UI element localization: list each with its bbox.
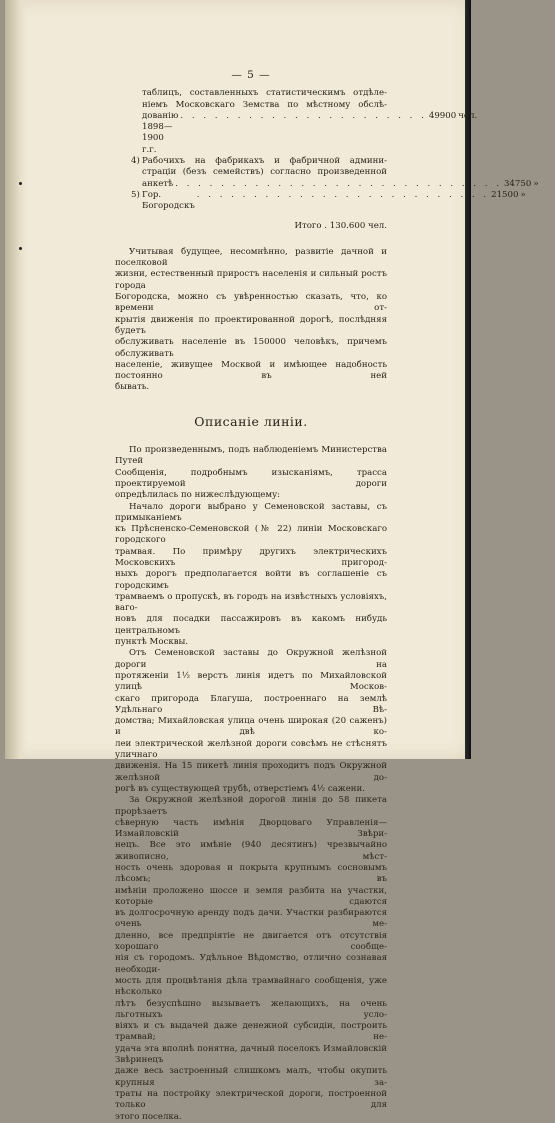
list-value-row [115, 110, 478, 156]
text-line: трамваемъ о пропускѣ, въ городъ на извѣстныхъ условіяхъ, ваго- [115, 591, 387, 614]
paragraph [115, 445, 387, 501]
text-line: движенія. На 15 пикетѣ линія проходитъ подъ Окружной желѣзной до- [115, 761, 387, 783]
list-value: 49900 [428, 110, 457, 121]
text-line: сѣверную часть имѣнія Дворцоваго Управленія—Измайловскій Звѣри- [115, 817, 387, 840]
list-line: дованію 1898—1900 г.г. [142, 110, 179, 155]
text-line: нія съ городомъ. Удѣльное Вѣдомство, отлично сознавая необходи- [115, 953, 387, 975]
list-unit: » [520, 189, 526, 200]
list-value-row [115, 178, 539, 190]
text-line: пунктѣ Москвы. [115, 637, 189, 648]
list-item-number: 5) [131, 189, 140, 200]
page-number: — 5 — [231, 69, 271, 81]
text-line: ность очень здоровая и покрыта крупнымъ сосновымъ лѣсомъ; въ [115, 863, 387, 885]
paragraph [115, 502, 387, 649]
list-line: страціи (безъ семействъ) согласно произведенной [142, 167, 387, 178]
text-line: протяженіи 1½ верстъ линія идетъ по Михайловской улицѣ Москов- [115, 670, 387, 693]
text-line: опредѣлилась по нижеслѣдующему: [115, 490, 281, 501]
text-line: Богородска, можно съ увѣренностью сказать, что, ко времени от- [115, 292, 387, 314]
text-line: віяхъ и съ выдачей даже денежной субсидіи, построить трамвай; не- [115, 1021, 387, 1043]
text-line: траты на постройку электрической дороги, построенной только для [115, 1088, 387, 1111]
list-item-number: 4) [131, 156, 140, 167]
paragraph [115, 247, 387, 394]
text-line: трамвая. По примѣру другихъ электрическихъ Московскихъ пригород- [115, 546, 387, 568]
margin-mark [19, 182, 22, 185]
leader-dots: . . . . . . . . . . . . . . . . . . . . . . [180, 110, 427, 121]
book-page [5, 0, 539, 1122]
list-line: ніемъ Московскаго Земства по мѣстному обслѣ- [142, 99, 387, 110]
text-line: новъ для посадки пассажировъ въ какомъ нибудь центральномъ [115, 614, 387, 636]
text-line: къ Прѣсненско-Семеновской (№ 22) линіи Московскаго городского [115, 524, 387, 546]
text-line: Учитывая будущее, несомнѣнно, развитіе дачной и поселковой [115, 246, 387, 269]
text-line: рогѣ въ существующей трубѣ, отверстіемъ 4½ сажени. [115, 783, 365, 794]
list-item [115, 189, 526, 213]
page-content [115, 69, 539, 1123]
list-line: анкетѣ [142, 178, 174, 189]
list-unit: » [533, 178, 539, 189]
list-value: 21500 [491, 189, 519, 200]
text-line: Отъ Семеновской заставы до Окружной желѣзной дороги на [115, 648, 387, 670]
text-line: бывать. [115, 382, 150, 393]
list-line: Рабочихъ на фабрикахъ и фабричной админи- [142, 156, 387, 167]
text-line: Начало дороги выбрано у Семеновской заставы, съ примыканіемъ [115, 501, 387, 523]
leader-dots: . . . . . . . . . . . . . . . . . . . . . . . . . . [196, 189, 490, 200]
text-line: За Окружной желѣзной дорогой линія до 58 пикета прорѣзаетъ [115, 795, 387, 817]
text-line: скаго пригорода Благуша, построеннаго на землѣ Удѣльнаго Вѣ- [115, 693, 387, 715]
paragraph [115, 648, 387, 795]
text-line: жизни, естественный приростъ населенія и сильный ростъ города [115, 269, 387, 291]
text-line: населеніе, живущее Москвой и имѣющее надобность постоянно въ ней [115, 359, 387, 382]
text-line: крытія движенія по проектированной дорогѣ, послѣдняя будетъ [115, 314, 387, 336]
text-line: лѣтъ безуспѣшно вызываетъ желающихъ, на очень льготныхъ усло- [115, 998, 387, 1020]
list-value: 34750 [503, 178, 532, 189]
text-line: леи электрической желѣзной дороги совсѣмъ не стѣснятъ уличнаго [115, 738, 387, 761]
text-line: мость для процвѣтанія дѣла трамвайнаго сообщенія, уже нѣсколько [115, 975, 387, 998]
leader-dots: . . . . . . . . . . . . . . . . . . . . . . . . . . . . . [175, 178, 502, 189]
text-line: По произведеннымъ, подъ наблюденіемъ Министерства Путей [115, 445, 387, 467]
list-line: таблицъ, составленныхъ статистическимъ отдѣле- [142, 88, 387, 99]
list-total: Итого . 130.600 чел. [294, 220, 387, 231]
list-unit: чел. [458, 110, 478, 121]
list-item [115, 156, 387, 167]
text-line: этого поселка. [115, 1111, 182, 1122]
text-line: ныхъ дорогъ предполагается войти въ соглашеніе съ городскимъ [115, 569, 387, 591]
page-gutter [5, 0, 27, 759]
margin-mark [19, 247, 22, 250]
text-line: имѣніи проложено шоссе и земля разбита на участки, которые сдаются [115, 885, 387, 907]
text-line: нецъ. Все это имѣніе (940 десятинъ) чрезвычайно живописно, мѣст- [115, 840, 387, 862]
list-line: Гор. Богородскъ [142, 189, 195, 212]
text-line: домства; Михайловская улица очень широкая (20 саженъ) и двѣ ко- [115, 716, 387, 738]
text-line: удача эта вполнѣ понятна, дачный поселокъ Измайловскій Звѣринецъ [115, 1043, 387, 1066]
text-line: въ долгосрочную аренду подъ дачи. Участки разбираются очень ме- [115, 908, 387, 930]
paragraph [115, 795, 387, 1123]
text-line: обслуживать населеніе въ 150000 человѣкъ, причемъ обслуживать [115, 337, 387, 359]
text-line: дленно, все предпріятіе не двигается отъ отсутствія хорошаго сообще- [115, 930, 387, 953]
population-list [115, 88, 539, 232]
text-line: Сообщенія, подробнымъ изысканіямъ, трасса проектируемой дороги [115, 467, 387, 489]
section-title: Описаніе линіи. [194, 413, 308, 429]
text-line: даже весь застроенный слишкомъ малъ, чтобы окупить крупныя за- [115, 1066, 387, 1088]
